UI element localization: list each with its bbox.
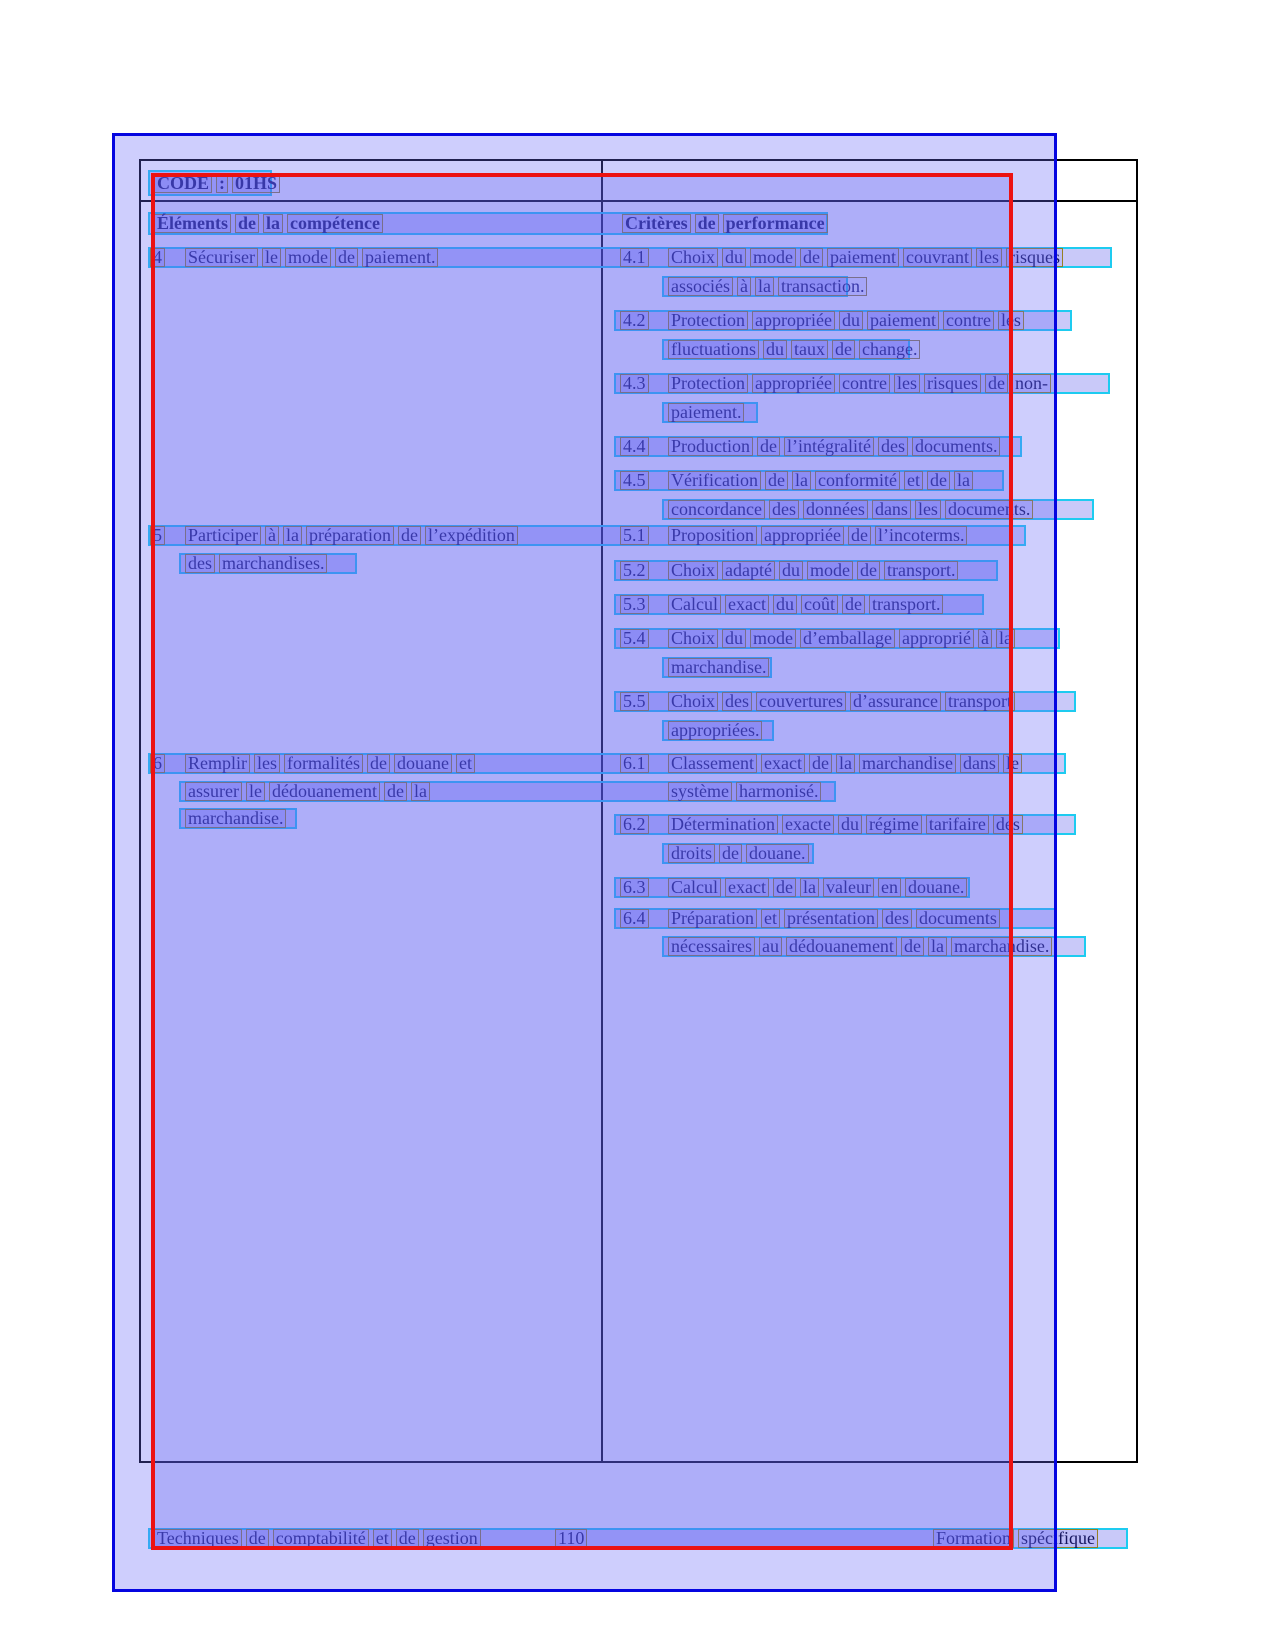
text-line-band: [662, 936, 1086, 957]
line-part: [183, 783, 432, 800]
word-box: de: [246, 1529, 269, 1548]
word-box: Éléments: [154, 214, 231, 233]
line-part: [666, 783, 823, 800]
word-box: risques: [924, 374, 981, 393]
number-box: 5: [150, 526, 165, 545]
text-line-band: [614, 814, 1076, 835]
word-box: 01HS: [232, 174, 280, 193]
text-line-band: [662, 402, 758, 423]
word-box: et: [456, 754, 475, 773]
item-number: [148, 755, 167, 772]
word-box: le: [246, 782, 265, 801]
word-box: Vérification: [668, 471, 761, 490]
word-box: Protection: [668, 374, 748, 393]
word-box: paiement: [867, 311, 939, 330]
word-box: formalités: [284, 754, 363, 773]
word-box: taux: [791, 340, 828, 359]
item-number: [618, 816, 651, 833]
word-box: couvertures: [756, 692, 846, 711]
word-box: performance: [723, 214, 828, 233]
word-box: marchandise.: [951, 937, 1052, 956]
word-box: Calcul: [668, 595, 721, 614]
word-box: de: [773, 878, 796, 897]
text-line-band: [148, 525, 1026, 546]
item-number: [618, 596, 651, 613]
word-box: et: [373, 1529, 392, 1548]
word-box: risques: [1006, 248, 1063, 267]
word-box: dédouanement: [269, 782, 380, 801]
word-box: Calcul: [668, 878, 721, 897]
line-part: [183, 810, 288, 827]
text-line-band: [662, 276, 865, 297]
text-line-band: [662, 499, 1094, 520]
word-box: douane.: [746, 844, 808, 863]
word-box: et: [761, 909, 780, 928]
word-box: du: [773, 595, 797, 614]
number-box: 5.4: [620, 629, 649, 648]
item-number: [618, 249, 651, 266]
word-box: système: [668, 782, 732, 801]
number-box: 4.2: [620, 311, 649, 330]
word-box: Critères: [622, 214, 691, 233]
word-box: comptabilité: [273, 1529, 369, 1548]
word-box: de: [367, 754, 390, 773]
word-box: Production: [668, 437, 753, 456]
word-box: Détermination: [668, 815, 778, 834]
text-line-band: [148, 212, 828, 235]
word-box: appropriées.: [668, 721, 762, 740]
line-part: [183, 755, 477, 772]
word-box: conformité: [815, 471, 900, 490]
line-part: [931, 1530, 1100, 1547]
number-box: 5.2: [620, 561, 649, 580]
word-box: des: [993, 815, 1023, 834]
word-box: l’incoterms.: [875, 526, 967, 545]
item-number: [148, 527, 167, 544]
word-box: exacte: [782, 815, 834, 834]
word-box: concordance: [668, 500, 765, 519]
word-box: régime: [866, 815, 922, 834]
line-part: [666, 879, 969, 896]
word-box: Participer: [185, 526, 261, 545]
word-box: paiement: [827, 248, 899, 267]
word-box: de: [757, 437, 780, 456]
number-box: 5.1: [620, 526, 649, 545]
text-line-band: [614, 310, 1072, 331]
text-line-band: [614, 594, 984, 615]
word-box: la: [411, 782, 430, 801]
word-box: de: [235, 214, 259, 233]
item-number: [618, 693, 651, 710]
word-box: transport.: [869, 595, 943, 614]
line-part: [666, 249, 1065, 266]
word-box: présentation: [784, 909, 878, 928]
word-box: du: [763, 340, 787, 359]
word-box: Choix: [668, 561, 718, 580]
word-box: les: [976, 248, 1002, 267]
word-box: change.: [859, 340, 920, 359]
word-box: de: [927, 471, 950, 490]
line-part: [666, 755, 1024, 772]
line-part: [666, 910, 1002, 927]
word-box: Préparation: [668, 909, 757, 928]
word-box: à: [265, 526, 279, 545]
word-box: Sécuriser: [185, 248, 258, 267]
text-line-band: [614, 877, 970, 898]
word-box: à: [737, 277, 751, 296]
word-box: mode: [807, 561, 853, 580]
line-part: [666, 845, 811, 862]
word-box: documents.: [912, 437, 1001, 456]
line-part: [553, 1530, 589, 1547]
word-box: spécifique: [1018, 1529, 1098, 1548]
word-box: les: [915, 500, 941, 519]
item-number: [618, 375, 651, 392]
word-box: la: [928, 937, 947, 956]
line-part: [666, 341, 922, 358]
line-part: [666, 438, 1002, 455]
word-box: des: [878, 437, 908, 456]
word-box: documents: [916, 909, 1000, 928]
word-box: de: [901, 937, 924, 956]
number-box: 6.4: [620, 909, 649, 928]
word-box: mode: [285, 248, 331, 267]
word-box: d’emballage: [800, 629, 895, 648]
word-box: en: [878, 878, 901, 897]
word-box: de: [985, 374, 1008, 393]
word-box: la: [836, 754, 855, 773]
word-box: la: [954, 471, 973, 490]
word-box: douane: [394, 754, 452, 773]
word-box: le: [1003, 754, 1022, 773]
word-box: de: [848, 526, 871, 545]
word-box: de: [695, 214, 719, 233]
word-box: documents.: [945, 500, 1034, 519]
word-box: dans: [960, 754, 999, 773]
item-number: [618, 472, 651, 489]
word-box: Techniques: [154, 1529, 242, 1548]
line-part: [183, 527, 520, 544]
word-box: appropriée: [761, 526, 844, 545]
word-box: droits: [668, 844, 715, 863]
word-box: des: [185, 554, 215, 573]
number-box: 6.2: [620, 815, 649, 834]
line-part: [666, 278, 869, 295]
line-part: [666, 659, 771, 676]
word-box: Remplir: [185, 754, 250, 773]
word-box: le: [262, 248, 281, 267]
word-box: transport.: [884, 561, 958, 580]
text-line-band: [662, 843, 814, 864]
word-box: contre: [943, 311, 994, 330]
text-line-band: [614, 691, 1076, 712]
word-box: les: [998, 311, 1024, 330]
word-box: la: [996, 629, 1015, 648]
word-box: transaction.: [778, 277, 867, 296]
text-line-band: [614, 373, 1110, 394]
item-number: [618, 562, 651, 579]
line-part: [666, 312, 1026, 329]
word-box: marchandises.: [219, 554, 327, 573]
text-line-band: [179, 553, 357, 574]
word-box: de: [842, 595, 865, 614]
word-box: gestion: [423, 1529, 481, 1548]
word-box: marchandise.: [185, 809, 286, 828]
item-number: [618, 630, 651, 647]
word-box: mode: [750, 629, 796, 648]
line-part: [666, 472, 975, 489]
line-part: [666, 722, 764, 739]
word-box: nécessaires: [668, 937, 755, 956]
code-row-separator: [139, 200, 1138, 202]
word-box: de: [396, 1529, 419, 1548]
word-box: l’intégralité: [784, 437, 874, 456]
word-box: et: [904, 471, 923, 490]
text-line-band: [662, 720, 774, 741]
text-line-band: [662, 657, 772, 678]
word-box: douane.: [905, 878, 967, 897]
word-box: de: [335, 248, 358, 267]
word-box: les: [254, 754, 280, 773]
word-box: exact: [725, 878, 769, 897]
word-box: CODE: [154, 174, 212, 193]
word-box: la: [792, 471, 811, 490]
word-box: paiement.: [668, 403, 744, 422]
word-box: exact: [761, 754, 805, 773]
line-part: [666, 693, 1017, 710]
word-box: approprié: [899, 629, 974, 648]
word-box: compétence: [287, 214, 383, 233]
line-part: [666, 596, 945, 613]
word-box: du: [838, 815, 862, 834]
line-part: [666, 816, 1025, 833]
line-part: [152, 172, 282, 194]
word-box: des: [722, 692, 752, 711]
word-box: harmonisé.: [736, 782, 821, 801]
item-number: [618, 879, 651, 896]
text-line-band: [614, 908, 1056, 929]
word-box: paiement.: [362, 248, 438, 267]
word-box: de: [719, 844, 742, 863]
word-box: marchandise: [859, 754, 956, 773]
word-box: la: [800, 878, 819, 897]
word-box: la: [263, 214, 283, 233]
word-box: du: [779, 561, 803, 580]
item-number: [148, 249, 167, 266]
word-box: mode: [750, 248, 796, 267]
line-part: [666, 501, 1035, 518]
word-box: exact: [725, 595, 769, 614]
word-box: appropriée: [752, 311, 835, 330]
word-box: de: [398, 526, 421, 545]
line-part: [666, 938, 1054, 955]
line-part: [666, 562, 960, 579]
word-box: Protection: [668, 311, 748, 330]
word-box: la: [283, 526, 302, 545]
number-box: 4.1: [620, 248, 649, 267]
text-line-band: [662, 339, 918, 360]
word-box: de: [857, 561, 880, 580]
line-part: [152, 1530, 483, 1547]
number-box: 5.3: [620, 595, 649, 614]
word-box: préparation: [306, 526, 394, 545]
text-line-band: [614, 436, 1022, 457]
text-line-band: [148, 247, 1112, 268]
word-box: les: [894, 374, 920, 393]
word-box: adapté: [722, 561, 775, 580]
text-line-band: [614, 560, 998, 581]
word-box: de: [800, 248, 823, 267]
word-box: à: [978, 629, 992, 648]
item-number: [618, 527, 651, 544]
word-box: dans: [872, 500, 911, 519]
line-part: [183, 249, 440, 266]
text-line-band: [614, 470, 1004, 491]
number-box: 6.3: [620, 878, 649, 897]
word-box: du: [839, 311, 863, 330]
item-number: [618, 755, 651, 772]
word-box: du: [722, 248, 746, 267]
word-box: couvrant: [903, 248, 972, 267]
word-box: de: [765, 471, 788, 490]
number-box: 4.3: [620, 374, 649, 393]
line-part: [666, 404, 746, 421]
line-part: [152, 214, 385, 233]
word-box: fluctuations: [668, 340, 759, 359]
word-box: de: [809, 754, 832, 773]
word-box: 110: [555, 1529, 587, 1548]
word-box: au: [759, 937, 782, 956]
number-box: 4.5: [620, 471, 649, 490]
word-box: d’assurance: [850, 692, 941, 711]
line-part: [666, 527, 969, 544]
word-box: des: [882, 909, 912, 928]
word-box: coût: [801, 595, 838, 614]
word-box: non-: [1012, 374, 1051, 393]
word-box: du: [722, 629, 746, 648]
word-box: valeur: [823, 878, 874, 897]
word-box: Choix: [668, 692, 718, 711]
line-part: [183, 555, 329, 572]
word-box: appropriée: [752, 374, 835, 393]
word-box: Choix: [668, 248, 718, 267]
line-part: [666, 630, 1017, 647]
word-box: Classement: [668, 754, 757, 773]
word-box: Proposition: [668, 526, 757, 545]
number-box: 4: [150, 248, 165, 267]
word-box: assurer: [185, 782, 242, 801]
text-line-band: [179, 781, 836, 802]
word-box: des: [769, 500, 799, 519]
word-box: Formation: [933, 1529, 1014, 1548]
word-box: de: [832, 340, 855, 359]
word-box: données: [803, 500, 868, 519]
word-box: marchandise.: [668, 658, 769, 677]
word-box: la: [755, 277, 774, 296]
number-box: 6: [150, 754, 165, 773]
number-box: 4.4: [620, 437, 649, 456]
word-box: :: [216, 174, 228, 193]
line-part: [620, 214, 830, 233]
line-part: [666, 375, 1053, 392]
item-number: [618, 438, 651, 455]
word-box: associés: [668, 277, 733, 296]
number-box: 6.1: [620, 754, 649, 773]
item-number: [618, 910, 651, 927]
text-line-band: [614, 628, 1060, 649]
table-column-divider: [601, 159, 603, 1463]
word-box: tarifaire: [926, 815, 989, 834]
word-box: Choix: [668, 629, 718, 648]
text-line-band: [179, 808, 297, 829]
text-line-band: [148, 753, 1066, 774]
number-box: 5.5: [620, 692, 649, 711]
text-line-band: [148, 1528, 1128, 1549]
item-number: [618, 312, 651, 329]
word-box: de: [384, 782, 407, 801]
text-line-band: [148, 170, 278, 196]
word-box: transport: [945, 692, 1015, 711]
word-box: contre: [839, 374, 890, 393]
word-box: l’expédition: [425, 526, 518, 545]
word-box: dédouanement: [786, 937, 897, 956]
